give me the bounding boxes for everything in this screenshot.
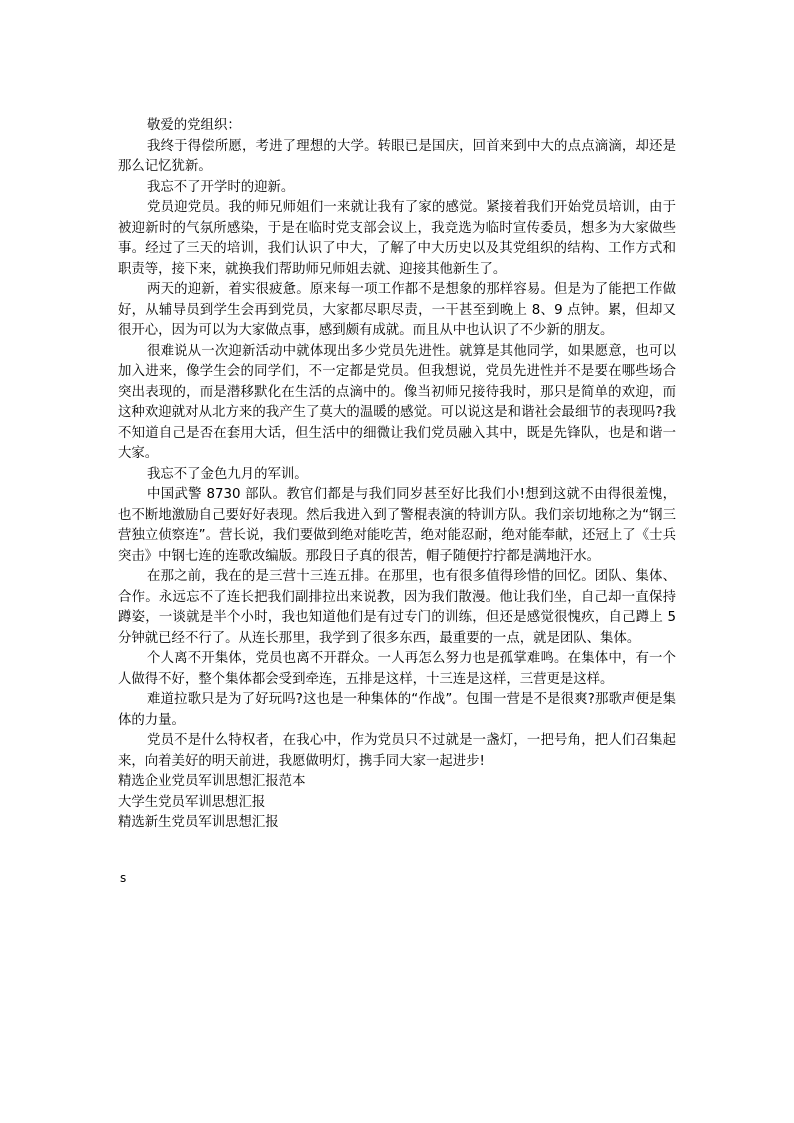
paragraph-2: 我忘不了开学时的迎新。 — [147, 179, 295, 195]
related-link-1[interactable]: 精选企业党员军训思想汇报范本 — [118, 774, 306, 789]
footer-mark: s — [120, 871, 127, 885]
document-body — [118, 116, 676, 834]
related-link-2[interactable]: 大学生党员军训思想汇报 — [118, 794, 266, 810]
related-links — [118, 772, 676, 834]
paragraph-9: 个人离不开集体，党员也离不开群众。一人再怎么努力也是孤掌难鸣。在集体中，有一个人做得不好，整个集体都会受到牵连，五排是这样，十三连是这样，三营更是这样。 — [118, 651, 676, 687]
paragraph-3: 党员迎党员。我的师兄师姐们一来就让我有了家的感觉。紧接着我们开始党员培训，由于被迎新时的气氛所感染，于是在临时党支部会议上，我竞选为临时宣传委员，想多为大家做些事。经过了三天的培训，我们认识了中大，了解了中大历史以及其党组织的结构、工作方式和职责等，接下来，就换我们帮助师兄师姐去就、迎接其他新生了。 — [118, 200, 676, 277]
paragraph-10: 难道拉歌只是为了好玩吗?这也是一种集体的“作战”。包围一营是不是很爽?那歌声便是集体的力量。 — [118, 692, 676, 728]
paragraph-1: 我终于得偿所愿，考进了理想的大学。转眼已是国庆，回首来到中大的点点滴滴，却还是那么记忆犹新。 — [118, 138, 676, 174]
paragraph-6: 我忘不了金色九月的军训。 — [147, 466, 308, 482]
paragraph-8: 在那之前，我在的是三营十三连五排。在那里，也有很多值得珍惜的回忆。团队、集体、合作。永远忘不了连长把我们副排拉出来说教，因为我们散漫。他让我们坐，自己却一直保持蹲姿，一谈就是半个小时，我也知道他们是有过专门的训练，但还是感觉很愧疚，自己蹲上 5 分钟就已经不行了。从连长那里，我学到了很多东西，最重要的一点，就是团队、集体。 — [118, 569, 676, 646]
paragraph-5: 很难说从一次迎新活动中就体现出多少党员先进性。就算是其他同学，如果愿意，也可以加入进来，像学生会的同学们，不一定都是党员。但我想说，党员先进性并不是要在哪些场合突出表现的，而是潜移默化在生活的点滴中的。像当初师兄接待我时，那只是简单的欢迎，而这种欢迎就对从北方来的我产生了莫大的温暖的感觉。可以说这是和谐社会最细节的表现吗?我不知道自己是否在套用大话，但生活中的细微让我们党员融入其中，既是先锋队，也是和谐一大家。 — [118, 343, 676, 461]
paragraph-7: 中国武警 8730 部队。教官们都是与我们同岁甚至好比我们小!想到这就不由得很羞愧，也不断地激励自己要好好表现。然后我进入到了警棍表演的特训方队。我们亲切地称之为“钢三营独立侦察连”。营长说，我们要做到绝对能吃苦，绝对能忍耐，绝对能奉献，还冠上了《士兵突击》中钢七连的连歌改编版。那段日子真的很苦，帽子随便拧拧都是满地汗水。 — [118, 487, 676, 564]
related-link-3[interactable]: 精选新生党员军训思想汇报 — [118, 815, 279, 830]
paragraph-11: 党员不是什么特权者，在我心中，作为党员只不过就是一盏灯，一把号角，把人们召集起来，向着美好的明天前进，我愿做明灯，携手同大家一起进步! — [118, 733, 676, 769]
paragraph-4: 两天的迎新，着实很疲惫。原来每一项工作都不是想象的那样容易。但是为了能把工作做好，从辅导员到学生会再到党员，大家都尽职尽责，一干甚至到晚上 8、9 点钟。累，但却又很开心，因为可以为大家做点事，感到颇有成就。而且从中也认识了不少新的朋友。 — [118, 282, 676, 338]
salutation: 敬爱的党组织： — [147, 118, 241, 133]
